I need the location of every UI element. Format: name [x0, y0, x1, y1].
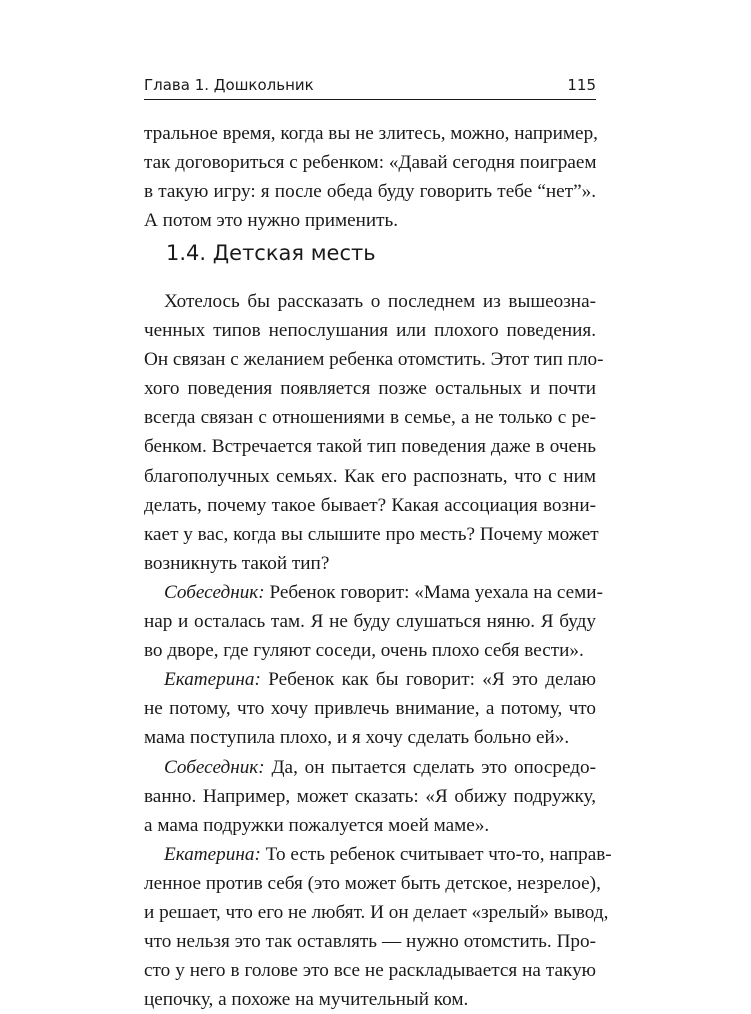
- speaker-name: Екатерина:: [164, 843, 261, 865]
- dialogue-paragraph: [144, 578, 603, 665]
- text-line: не потому, что хочу привлечь внимание, а потому, что: [144, 698, 596, 720]
- paragraph: [144, 287, 604, 578]
- text-line: мама поступила плохо, и я хочу сделать больно ей».: [144, 727, 570, 749]
- text-line: бенком. Встречается такой тип поведения даже в очень: [144, 436, 596, 458]
- text-line: возникнуть такой тип?: [144, 552, 330, 574]
- text-line: ванно. Например, может сказать: «Я обижу подружку,: [144, 785, 596, 807]
- dialogue-paragraph: [144, 665, 596, 752]
- text-line: Хотелось бы рассказать о последнем из вышеозна-: [164, 291, 596, 312]
- text-line: так договориться с ребенком: «Давай сегодня поиграем: [144, 152, 597, 174]
- dialogue-text: Да, он пытается сделать это опосредо-: [264, 756, 596, 778]
- speaker-name: Собеседник:: [164, 756, 265, 778]
- dialogue-first-line: [144, 840, 612, 869]
- text-line: А потом это нужно применить.: [144, 210, 399, 232]
- dialogue-first-line: [144, 578, 603, 607]
- speaker-name: Екатерина:: [164, 669, 261, 691]
- dialogue-text: Ребенок как бы говорит: «Я это делаю: [260, 669, 596, 691]
- text-line: благополучных семьях. Как его распознать, что с ним: [144, 465, 596, 487]
- header-rule: [144, 99, 596, 100]
- dialogue-text: Ребенок говорит: «Мама уехала на семи-: [264, 581, 603, 603]
- dialogue-paragraph: [144, 753, 596, 840]
- dialogue-text: То есть ребенок считывает что-то, направ-: [260, 843, 612, 865]
- dialogue-first-line: [144, 665, 596, 694]
- text-line: сто у него в голове это все не раскладывается на такую: [144, 960, 596, 982]
- text-line: Он связан с желанием ребенка отомстить. Этот тип пло-: [144, 349, 604, 371]
- running-header: [144, 74, 596, 98]
- text-line: во дворе, где гуляют соседи, очень плохо себя вести».: [144, 640, 584, 662]
- text-line: хого поведения появляется позже остальных и почти: [144, 378, 596, 400]
- page-number: 115: [567, 76, 596, 94]
- dialogue-first-line: [144, 753, 596, 782]
- text-line: кает у вас, когда вы слышите про месть? Почему может: [144, 523, 599, 545]
- intro-text: [144, 119, 596, 235]
- main-text: [144, 287, 612, 1014]
- text-line: что нельзя это так оставлять — нужно отомстить. Про-: [144, 931, 596, 953]
- text-line: в такую игру: я после обеда буду говорить тебе “нет”».: [144, 181, 596, 203]
- text-line: цепочку, а похоже на мучительный ком.: [144, 989, 469, 1011]
- text-line: нар и осталась там. Я не буду слушаться няню. Я буду: [144, 611, 596, 633]
- text-line: всегда связан с отношениями в семье, а не только с ре-: [144, 407, 596, 429]
- text-line: делать, почему такое бывает? Какая ассоциация возни-: [144, 494, 596, 516]
- text-line: и решает, что его не любят. И он делает «зрелый» вывод,: [144, 901, 609, 923]
- text-line: а мама подружки пожалуется моей маме».: [144, 814, 490, 836]
- dialogue-paragraph: [144, 840, 612, 1014]
- speaker-name: Собеседник:: [164, 581, 265, 603]
- chapter-title: Глава 1. Дошкольник: [144, 76, 314, 94]
- text-line: ленное против себя (это может быть детское, незрелое),: [144, 872, 601, 894]
- text-line: ченных типов непослушания или плохого поведения.: [144, 320, 596, 342]
- section-heading: 1.4. Детская месть: [166, 241, 376, 265]
- text-line: тральное время, когда вы не злитесь, можно, например,: [144, 123, 598, 144]
